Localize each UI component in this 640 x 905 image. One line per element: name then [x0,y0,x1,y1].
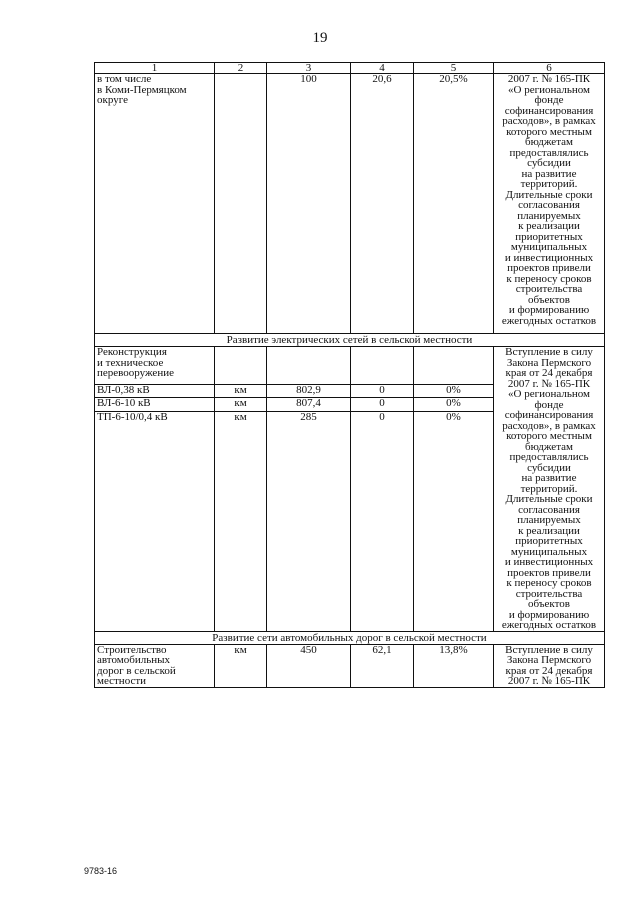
plan-cell: 807,4 [267,398,351,411]
unit-cell: км [215,384,267,397]
percent-cell: 0% [414,384,494,397]
percent-cell: 13,8% [414,644,494,687]
note-cell: Вступление в силу Закона Пермского края от 24 декабря 2007 г. № 165-ПК [494,644,605,687]
header-cell: 5 [414,63,494,74]
fact-cell: 20,6 [351,74,414,334]
unit-cell [215,74,267,334]
row-label: Строительство автомобильных дорог в сельской местности [95,644,215,687]
plan-cell [267,347,351,385]
unit-cell [215,347,267,385]
unit-cell: км [215,398,267,411]
table-row-group [95,347,605,385]
plan-cell: 802,9 [267,384,351,397]
unit-cell: км [215,411,267,631]
percent-cell [414,347,494,385]
unit-cell: км [215,644,267,687]
row-label: ТП-6-10/0,4 кВ [95,411,215,631]
percent-cell: 20,5% [414,74,494,334]
plan-cell: 100 [267,74,351,334]
row-label: ВЛ-6-10 кВ [95,398,215,411]
document-code: 9783-16 [84,866,118,876]
plan-cell: 450 [267,644,351,687]
row-label: ВЛ-0,38 кВ [95,384,215,397]
percent-cell: 0% [414,411,494,631]
fact-cell [351,347,414,385]
section-row-roads [95,631,605,644]
header-cell: 3 [267,63,351,74]
row-label: Реконструкция и техническое перевооружение [95,347,215,385]
note-cell: 2007 г. № 165-ПК «О региональном фонде софинансирования расходов», в рамках которого местным бюджетам предоставлялись субсидии на развитие территорий. Длительные сроки согласования планируемых к реализации приоритетных муниципальных и инвестиционных проектов привели к переносу сроков строительства объектов и формированию ежегодных остатков [494,74,605,334]
page-number: 19 [312,30,328,46]
header-cell: 1 [95,63,215,74]
fact-cell: 62,1 [351,644,414,687]
header-row [95,63,605,74]
section-title: Развитие электрических сетей в сельской местности [95,334,605,347]
table-row-komi [95,74,605,334]
header-cell: 4 [351,63,414,74]
percent-cell: 0% [414,398,494,411]
header-cell: 2 [215,63,267,74]
section-title: Развитие сети автомобильных дорог в сельской местности [95,631,605,644]
fact-cell: 0 [351,384,414,397]
section-row-electric [95,334,605,347]
fact-cell: 0 [351,411,414,631]
fact-cell: 0 [351,398,414,411]
table-row-roads [95,644,605,687]
report-table [94,62,605,688]
plan-cell: 285 [267,411,351,631]
header-cell: 6 [494,63,605,74]
row-label: в том числе в Коми-Пермяцком округе [95,74,215,334]
note-cell: Вступление в силу Закона Пермского края от 24 декабря 2007 г. № 165-ПК «О региональном фонде софинансирования расходов», в рамках которого местным бюджетам предоставлялись субсидии на развитие территорий. Длительные сроки согласования планируемых к реализации приоритетных муниципальных и инвестиционных проектов привели к переносу сроков строительства объектов и формированию ежегодных остатков [494,347,605,632]
